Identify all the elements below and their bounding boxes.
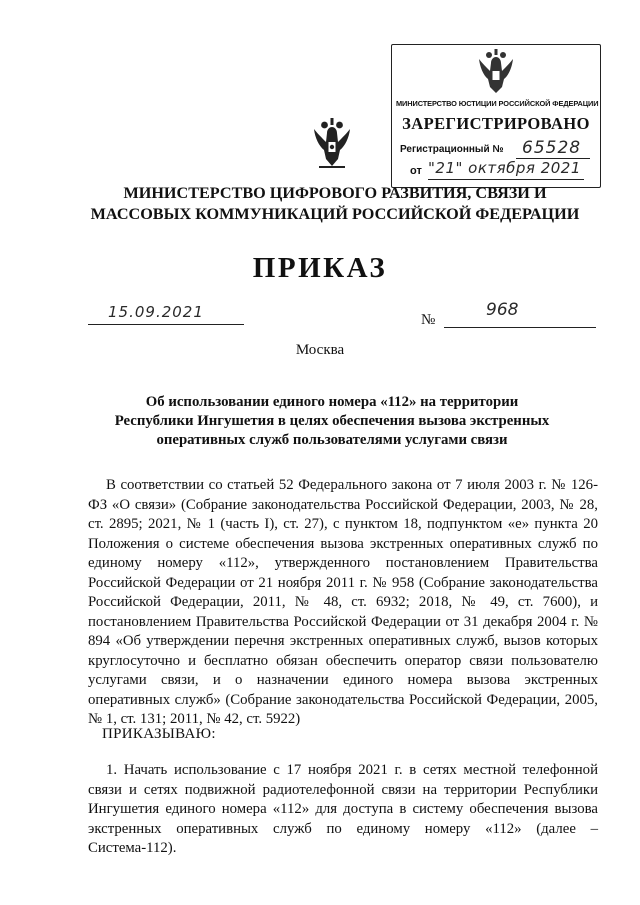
stamp-date-prefix: от [410, 165, 422, 177]
double-headed-eagle-icon [311, 118, 353, 170]
order-item-1-text: 1. Начать использование с 17 ноября 2021 г. в сетях местной телефонной связи и сетях подвижной радиотелефонной связи на территории Республики Ингушетия единого номера «112» для доступа в систему обеспечения вызова экстренных оперативных служб по единому номеру «112» (далее – Система-112). [88, 762, 598, 856]
stamp-date-underline [428, 179, 584, 180]
subject-line3: оперативных служб пользователями услугами связи [156, 432, 508, 448]
stamp-registration-label: Регистрационный № [400, 144, 504, 155]
order-directive-word: ПРИКАЗЫВАЮ: [102, 726, 216, 742]
subject-line1: Об использовании единого номера «112» на территории [145, 394, 519, 410]
order-number: 968 [486, 300, 519, 320]
number-underline [444, 327, 596, 328]
stamp-registered-label: ЗАРЕГИСТРИРОВАНО [402, 114, 590, 133]
city: Москва [295, 342, 345, 358]
ministry-name-line2: МАССОВЫХ КОММУНИКАЦИЙ РОССИЙСКОЙ ФЕДЕРАЦИИ [90, 205, 580, 223]
ministry-name-line1: МИНИСТЕРСТВО ЦИФРОВОГО РАЗВИТИЯ, СВЯЗИ И [123, 184, 547, 202]
ministry-name [60, 183, 610, 225]
stamp-registration-number: 65528 [522, 138, 582, 158]
double-headed-eagle-icon [476, 49, 516, 97]
number-label: № [421, 312, 436, 328]
stamp-handwritten-date: "21" октября 2021 [428, 159, 581, 177]
order-date: 15.09.2021 [108, 303, 204, 321]
date-underline [88, 324, 244, 325]
order-item-1 [88, 761, 598, 859]
document-type-title: ПРИКАЗ [252, 252, 388, 284]
registration-stamp [391, 44, 601, 188]
subject-line2: Республики Ингушетия в целях обеспечения вызова экстренных [114, 413, 550, 429]
preamble-text: В соответствии со статьей 52 Федерального закона от 7 июля 2003 г. № 126-ФЗ «О связи» (Собрание законодательства Российской Федерации, 2003, № 28, ст. 2895; 2021, № 1 (часть I), ст. 27), с пунктом 18, подпунктом «е» пункта 20 Положения о системе обеспечения вызова экстренных оперативных служб по единому номеру «112», утвержденного постановлением Правительства Российской Федерации от 21 ноября 2011 г. № 958 (Собрание законодательства Российской Федерации, 2011, № 48, ст. 6932; 2018, № 49, ст. 7600), и постановлением Правительства Российской Федерации от 31 декабря 2004 г. № 894 «Об утверждении перечня экстренных оперативных служб, вызов которых круглосуточно и бесплатно обязан обеспечить оператор связи пользователю услугами связи, и о назначении единого номера вызова экстренных оперативных служб» (Собрание законодательства Российской Федерации, 2005, № 1, ст. 131; 2011, № 42, ст. 5922) [88, 477, 598, 727]
stamp-ministry-name: МИНИСТЕРСТВО ЮСТИЦИИ РОССИЙСКОЙ ФЕДЕРАЦИИ [396, 99, 599, 108]
preamble-paragraph [88, 476, 598, 730]
order-subject [92, 393, 572, 450]
